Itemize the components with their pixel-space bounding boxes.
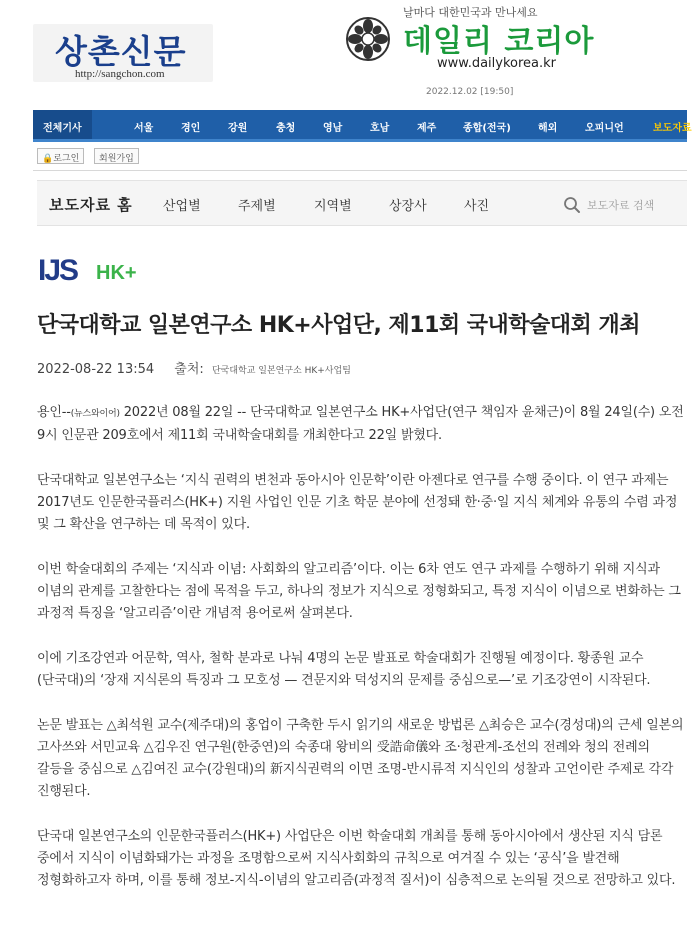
header-divider [33, 170, 687, 171]
dailykorea-brand: 데일리 코리아 [403, 24, 595, 59]
article-lead-paragraph [37, 402, 687, 447]
tab-photo[interactable]: 사진 [464, 199, 490, 214]
press-release-nav [37, 180, 687, 226]
press-release-search [563, 194, 687, 216]
nav-item-all[interactable]: 전체기사 [33, 110, 92, 139]
company-logo-suffix: HK+ [96, 262, 137, 284]
nav-item-press-release[interactable]: 보도자료 [653, 123, 692, 134]
sangchon-logo[interactable] [33, 24, 213, 82]
tab-topic[interactable]: 주제별 [238, 199, 276, 214]
nav-item-gyeongin[interactable]: 경인 [181, 123, 201, 134]
article-paragraph: 논문 발표는 △최석원 교수(제주대)의 홍업이 구축한 두시 읽기의 새로운 방법론 △최승은 교수(경성대)의 근세 일본의 고사쓰와 서민교육 △김우진 연구원(한중연)의 숙종대 왕비의 受誥命儀와 조·청관계-조선의 전례와 청의 전례의 갈등을 중심으로 △김여진 교수(강원대)의 新지식권력의 이면 조명-반시류적 지식인의 성찰과 고언이란 주제로 각각 진행된다. [37, 718, 684, 799]
article-paragraph: 이에 기조강연과 어문학, 역사, 철학 분과로 나눠 4명의 논문 발표로 학술대회가 진행될 예정이다. 황종원 교수(단국대)의 ‘장재 지식론의 특징과 그 모호성 — 견문지와 덕성지의 문제를 중심으로—’로 기조강연이 시작된다. [37, 651, 651, 688]
article-paragraph: 단국대학교 일본연구소는 ‘지식 권력의 변천과 동아시아 인문학’이란 아젠다로 연구를 수행 중이다. 이 연구 과제는 2017년도 인문한국플러스(HK+) 지원 사업인 인문 기초 학문 분야에 선정돼 한·중·일 지식 체계와 유통의 수렴 과정 및 그 확산을 연구하는 데 목적이 있다. [37, 473, 678, 532]
search-icon[interactable] [563, 196, 581, 214]
dailykorea-slogan: 날마다 대한민국과 만나세요 [403, 6, 538, 19]
login-label: 로그인 [53, 154, 80, 164]
lead-text: 2022년 08월 22일 -- 단국대학교 일본연구소 HK+사업단(연구 책임자 윤채근)이 8월 24일(수) 오전 9시 인문관 209호에서 제11회 국내학술대회를 개최한다고 22일 밝혔다. [37, 405, 684, 443]
search-input[interactable] [587, 195, 687, 215]
lead-city: 용인-- [37, 405, 71, 420]
lead-wire: (뉴스와이어) [70, 409, 120, 419]
sangchon-logo-title: 상촌신문 [55, 32, 187, 71]
nav-item-honam[interactable]: 호남 [370, 123, 390, 134]
article-meta [37, 358, 351, 377]
nav-item-overseas[interactable]: 해외 [538, 123, 558, 134]
article-title: 단국대학교 일본연구소 HK+사업단, 제11회 국내학술대회 개최 [37, 313, 640, 338]
nav-item-seoul[interactable]: 서울 [134, 123, 154, 134]
tab-region[interactable]: 지역별 [314, 199, 352, 214]
article-source-label: 출처: [174, 362, 204, 377]
lock-icon: 🔒 [42, 154, 54, 164]
current-datetime: 2022.12.02 [19:50] [426, 87, 514, 97]
press-release-home-link[interactable]: 보도자료 홈 [49, 196, 133, 214]
company-logo [38, 254, 148, 292]
tab-listed[interactable]: 상장사 [389, 199, 427, 214]
main-nav [33, 110, 692, 142]
nav-item-yeongnam[interactable]: 영남 [323, 123, 343, 134]
sangchon-logo-url: http://sangchon.com [75, 68, 165, 80]
nav-item-opinion[interactable]: 오피니언 [585, 123, 624, 134]
signup-button[interactable]: 회원가입 [94, 148, 139, 164]
tab-industry[interactable]: 산업별 [163, 199, 201, 214]
article-source[interactable]: 단국대학교 일본연구소 HK+사업팀 [211, 366, 351, 376]
nav-item-national[interactable]: 종합(전국) [463, 123, 511, 134]
article-paragraph: 이번 학술대회의 주제는 ‘지식과 이념: 사회화의 알고리즘’이다. 이는 6차 연도 연구 과제를 수행하기 위해 지식과 이념의 관계를 고찰한다는 점에 목적을 두고, 하나의 정보가 지식으로 정형화되고, 특정 지식이 이념으로 변화하는 그 과정적 특징을 ‘알고리즘’이란 개념적 용어로써 살펴본다. [37, 562, 681, 621]
dailykorea-url: www.dailykorea.kr [437, 56, 557, 71]
company-logo-mark: IJS [38, 254, 78, 287]
article-date: 2022-08-22 13:54 [37, 362, 155, 377]
nav-item-chungcheong[interactable]: 충청 [276, 123, 296, 134]
article-paragraph: 단국대 일본연구소의 인문한국플러스(HK+) 사업단은 이번 학술대회 개최를 통해 동아시아에서 생산된 지식 담론 중에서 지식이 이념화돼가는 과정을 조명함으로써 지식사회화의 규칙으로 여겨질 수 있는 ‘공식’을 발견해 정형화하고자 하며, 이를 통해 정보-지식-이념의 알고리즘(과정적 질서)이 심층적으로 논의될 것으로 전망하고 있다. [37, 829, 676, 888]
nav-item-jeju[interactable]: 제주 [417, 123, 437, 134]
dailykorea-logo[interactable] [345, 2, 600, 74]
article-body [37, 402, 687, 915]
login-button[interactable] [37, 148, 84, 164]
nav-item-gangwon[interactable]: 강원 [228, 123, 248, 134]
dailykorea-emblem-icon [345, 16, 391, 62]
